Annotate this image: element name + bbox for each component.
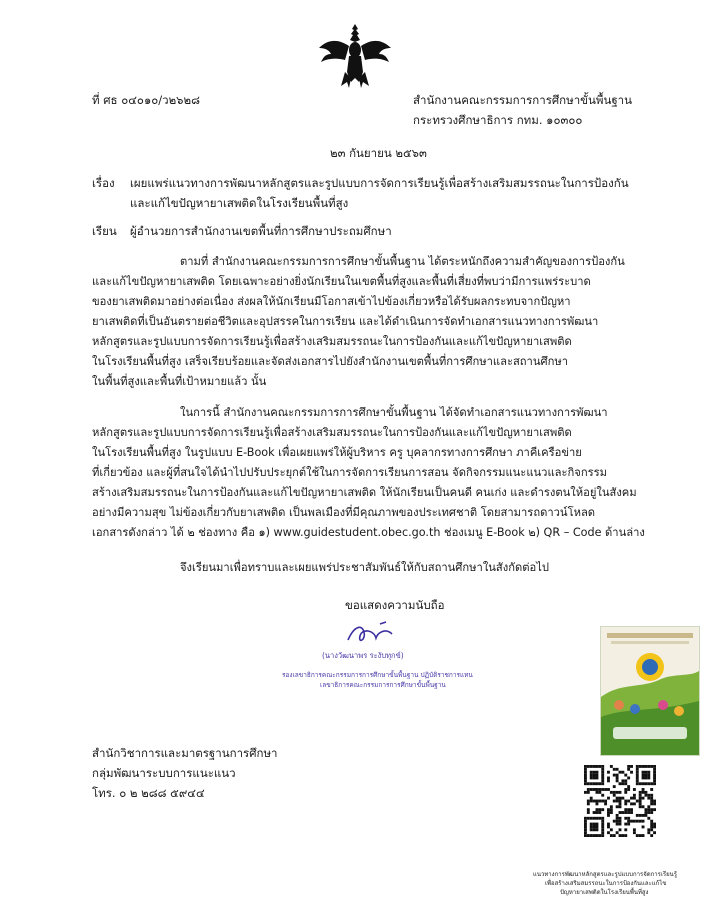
para1-line: หลักสูตรและรูปแบบการจัดการเรียนรู้เพื่อสร้างเสริมสมรรถนะในการป้องกันและแก้ไขปัญหายาเสพติด <box>92 335 572 348</box>
document-number: ที่ ศธ ๐๔๐๑๐/ว๒๖๒๘ <box>92 93 200 107</box>
qr-caption-line: เพื่อสร้างเสริมสมรรถนะในการป้องกันและแก้ไข <box>545 880 667 887</box>
office-address: กระทรวงศึกษาธิการ กทม. ๑๐๓๐๐ <box>413 113 583 127</box>
qr-caption-line: แนวทางการพัฒนาหลักสูตรและรูปแบบการจัดการเรียนรู้ <box>533 871 677 878</box>
para1-line: ในพื้นที่สูงและพื้นที่เป้าหมายแล้ว นั้น <box>92 375 267 388</box>
qr-code-icon <box>584 765 656 837</box>
para2-line: ที่เกี่ยวข้อง และผู้ที่สนใจได้นำไปปรับประยุกต์ใช้ในการจัดการเรียนการสอน จัดกิจกรรมแนะแนวและกิจกรรม <box>92 466 608 479</box>
para2-line: สร้างเสริมสมรรถนะในการป้องกันและแก้ไขปัญหายาเสพติด ให้นักเรียนเป็นคนดี คนเก่ง และดำรงตนให้อยู่ในสังคม <box>92 486 637 499</box>
signer-title-1: รองเลขาธิการคณะกรรมการการศึกษาขั้นพื้นฐาน ปฏิบัติราชการแทน <box>282 671 473 679</box>
subject-label: เรื่อง <box>92 176 115 190</box>
para2-line: เอกสารดังกล่าว ได้ ๒ ช่องทาง คือ ๑) www.guidestudent.obec.go.th ช่องเมนู E-Book ๒) QR – Code ด้านล่าง <box>92 526 645 539</box>
para2-line: หลักสูตรและรูปแบบการจัดการเรียนรู้เพื่อสร้างเสริมสมรรถนะในการป้องกันและแก้ไขปัญหายาเสพติด <box>92 426 572 439</box>
recipient-text: ผู้อำนวยการสำนักงานเขตพื้นที่การศึกษาประถมศึกษา <box>130 224 392 238</box>
garuda-emblem-icon <box>315 20 395 90</box>
footer-group: กลุ่มพัฒนาระบบการแนะแนว <box>92 766 236 780</box>
subject-line-1: เผยแพร่แนวทางการพัฒนาหลักสูตรและรูปแบบการจัดการเรียนรู้เพื่อสร้างเสริมสมรรถนะในการป้องกัน <box>130 176 629 190</box>
closing-salutation: ขอแสดงความนับถือ <box>345 598 445 612</box>
signer-title-2: เลขาธิการคณะกรรมการการศึกษาขั้นพื้นฐาน <box>320 681 446 689</box>
para1-line: และแก้ไขปัญหายาเสพติด โดยเฉพาะอย่างยิ่งนักเรียนในเขตพื้นที่สูงและพื้นที่เสี่ยงที่พบว่ามีการแพร่ระบาด <box>92 275 591 288</box>
para1-line: ในโรงเรียนพื้นที่สูง เสร็จเรียบร้อยและจัดส่งเอกสารไปยังสำนักงานเขตพื้นที่การศึกษาและสถานศึกษา <box>92 355 569 368</box>
recipient-label: เรียน <box>92 224 117 238</box>
office-name: สำนักงานคณะกรรมการการศึกษาขั้นพื้นฐาน <box>413 93 632 107</box>
signer-name: (นางวัฒนาพร ระงับทุกข์) <box>322 651 404 660</box>
para1-line: ตามที่ สำนักงานคณะกรรมการการศึกษาขั้นพื้นฐาน ได้ตระหนักถึงความสำคัญของการป้องกัน <box>180 255 625 268</box>
para2-line: ในโรงเรียนพื้นที่สูง ในรูปแบบ E-Book เพื่อเผยแพร่ให้ผู้บริหาร ครู บุคลากรทางการศึกษา ภาคีเครือข่าย <box>92 446 582 459</box>
ebook-cover-image <box>600 626 700 756</box>
footer-phone: โทร. ๐ ๒ ๒๘๘ ๕๙๔๔ <box>92 786 205 800</box>
qr-caption-line: ปัญหายาเสพติดในโรงเรียนพื้นที่สูง <box>560 889 649 896</box>
handwritten-signature <box>340 618 420 648</box>
closing-paragraph: จึงเรียนมาเพื่อทราบและเผยแพร่ประชาสัมพันธ์ให้กับสถานศึกษาในสังกัดต่อไป <box>180 561 549 574</box>
para1-line: ยาเสพติดที่เป็นอันตรายต่อชีวิตและอุปสรรคในการเรียน และได้ดำเนินการจัดทำเอกสารแนวทางการพัฒนา <box>92 315 599 328</box>
document-date: ๒๓ กันยายน ๒๕๖๓ <box>330 146 427 160</box>
footer-department: สำนักวิชาการและมาตรฐานการศึกษา <box>92 746 278 760</box>
para2-line: ในการนี้ สำนักงานคณะกรรมการการศึกษาขั้นพื้นฐาน ได้จัดทำเอกสารแนวทางการพัฒนา <box>180 406 608 419</box>
para1-line: ของยาเสพติดมาอย่างต่อเนื่อง ส่งผลให้นักเรียนมีโอกาสเข้าไปข้องเกี่ยวหรือได้รับผลกระทบจากปัญหา <box>92 295 571 308</box>
para2-line: อย่างมีความสุข ไม่ข้องเกี่ยวกับยาเสพติด เป็นพลเมืองที่มีคุณภาพของประเทศชาติ โดยสามารถดาวน์โหลด <box>92 506 596 519</box>
subject-line-2: และแก้ไขปัญหายาเสพติดในโรงเรียนพื้นที่สูง <box>130 196 349 210</box>
